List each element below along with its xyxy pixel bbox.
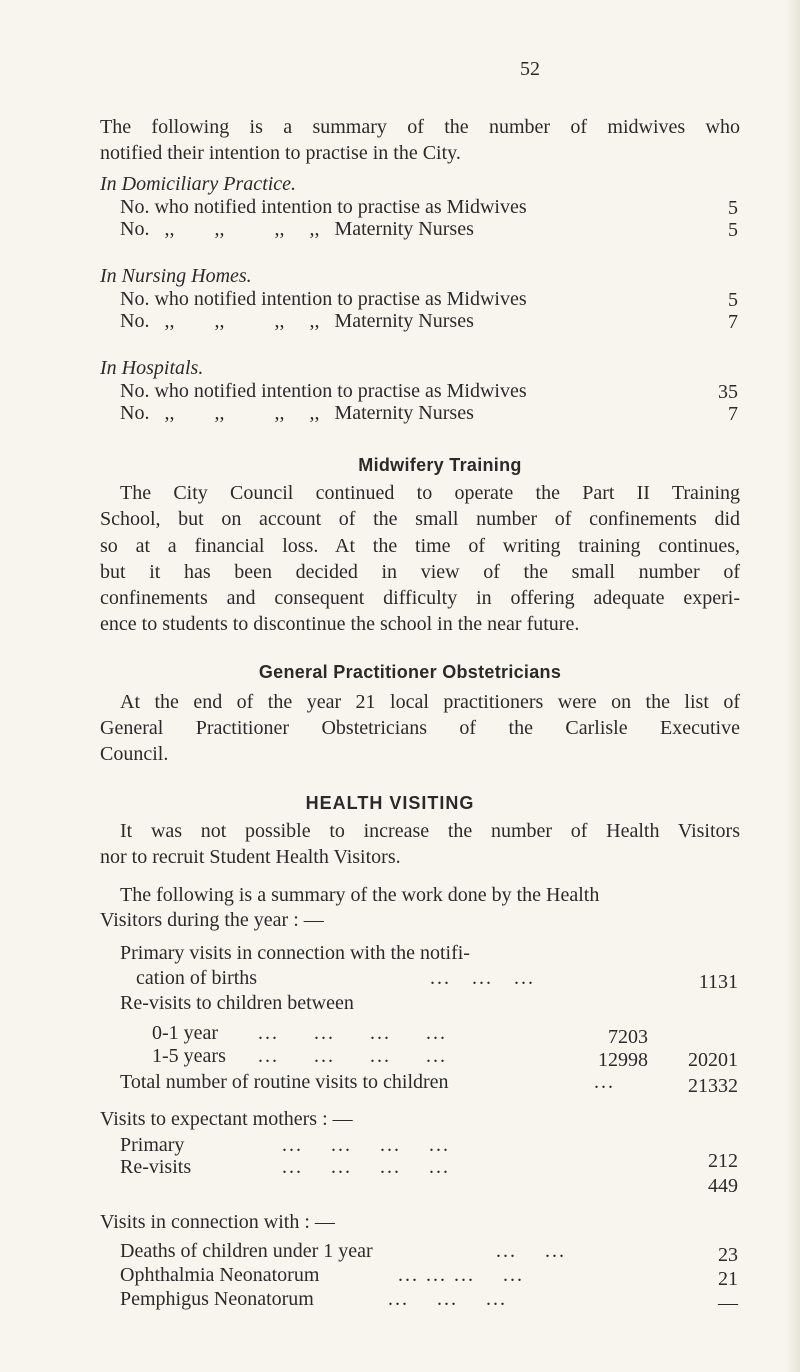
expectant-revisits-label: Re-visits — [120, 1156, 192, 1178]
pemphigus-value: — — [718, 1292, 738, 1314]
routine-visits-leader: ... — [594, 1071, 615, 1093]
primary-visits-label-1: Primary visits in connection with the notifi- — [120, 942, 470, 964]
primary-visits-leader: ... ... ... — [430, 967, 535, 989]
hospitals-midwives-label: No. who notified intention to practise as Midwives — [120, 380, 527, 402]
gp-line-1: At the end of the year 21 local practitioners were on the list of — [120, 691, 740, 713]
nursing-nurses-value: 7 — [728, 311, 738, 333]
ophthalmia-leader: ... ... ... ... — [398, 1264, 524, 1286]
revisits-total-value: 20201 — [688, 1049, 738, 1071]
domiciliary-midwives-label: No. who notified intention to practise as Midwives — [120, 196, 527, 218]
hv-para2-line-2: Visitors during the year : — — [100, 909, 324, 931]
expectant-revisits-leader: ... ... ... ... — [282, 1156, 450, 1178]
gp-line-2: General Practitioner Obstetricians of the Carlisle Executive — [100, 717, 740, 739]
intro-line-1: The following is a summary of the number of midwives who — [100, 116, 740, 138]
expectant-revisits-value: 449 — [708, 1175, 738, 1197]
hospitals-midwives-value: 35 — [718, 381, 738, 403]
midwifery-line-6: ence to students to discontinue the school in the near future. — [100, 613, 580, 635]
hospitals-nurses-value: 7 — [728, 403, 738, 425]
age-0-1-label: 0-1 year — [152, 1022, 219, 1044]
page-number: 52 — [520, 58, 540, 80]
pemphigus-label: Pemphigus Neonatorum — [120, 1288, 314, 1310]
midwifery-line-5: confinements and consequent difficulty in offering adequate experi- — [100, 587, 740, 609]
gp-heading: General Practitioner Obstetricians — [258, 662, 562, 682]
page-edge-shadow — [786, 0, 800, 1372]
routine-visits-label: Total number of routine visits to children — [120, 1071, 449, 1093]
age-0-1-value: 7203 — [608, 1026, 648, 1048]
section-title-domiciliary: In Domiciliary Practice. — [100, 173, 297, 195]
age-1-5-value: 12998 — [598, 1049, 648, 1071]
health-visiting-heading: HEALTH VISITING — [305, 793, 475, 813]
midwifery-line-3: so at a financial loss. At the time of writing training continues, — [100, 535, 740, 557]
midwifery-line-2: School, but on account of the small number of confinements did — [100, 508, 740, 530]
pemphigus-leader: ... ... ... — [388, 1288, 507, 1310]
nursing-midwives-label: No. who notified intention to practise as Midwives — [120, 288, 527, 310]
ophthalmia-label: Ophthalmia Neonatorum — [120, 1264, 320, 1286]
midwifery-line-1: The City Council continued to operate the Part II Training — [120, 482, 740, 504]
deaths-leader: ... ... — [496, 1240, 566, 1262]
ophthalmia-value: 21 — [718, 1268, 738, 1290]
nursing-nurses-label: No. ,, ,, ,, ,, Maternity Nurses — [120, 310, 474, 332]
expectant-primary-leader: ... ... ... ... — [282, 1134, 450, 1156]
age-1-5-label: 1-5 years — [152, 1045, 226, 1067]
expectant-primary-label: Primary — [120, 1134, 185, 1156]
hv-para1-line-1: It was not possible to increase the number of Health Visitors — [120, 820, 740, 842]
midwifery-heading: Midwifery Training — [358, 455, 522, 475]
domiciliary-midwives-value: 5 — [728, 197, 738, 219]
connection-label: Visits in connection with : — — [100, 1211, 335, 1233]
primary-visits-value: 1131 — [698, 971, 738, 993]
deaths-label: Deaths of children under 1 year — [120, 1240, 373, 1262]
midwifery-line-4: but it has been decided in view of the small number of — [100, 561, 740, 583]
routine-visits-value: 21332 — [688, 1075, 738, 1097]
domiciliary-nurses-label: No. ,, ,, ,, ,, Maternity Nurses — [120, 218, 474, 240]
age-1-5-leader: ... ... ... ... — [258, 1045, 447, 1067]
section-title-hospitals: In Hospitals. — [100, 357, 204, 379]
primary-visits-label-2: cation of births — [136, 967, 258, 989]
hv-para1-line-2: nor to recruit Student Health Visitors. — [100, 846, 401, 868]
domiciliary-nurses-value: 5 — [728, 219, 738, 241]
intro-line-2: notified their intention to practise in the City. — [100, 142, 461, 164]
age-0-1-leader: ... ... ... ... — [258, 1022, 447, 1044]
revisits-label: Re-visits to children between — [120, 992, 354, 1014]
hospitals-nurses-label: No. ,, ,, ,, ,, Maternity Nurses — [120, 402, 474, 424]
hv-para2-line-1: The following is a summary of the work done by the Health — [120, 884, 600, 906]
gp-line-3: Council. — [100, 743, 169, 765]
section-title-nursing-homes: In Nursing Homes. — [100, 265, 252, 287]
expectant-primary-value: 212 — [708, 1150, 738, 1172]
deaths-value: 23 — [718, 1244, 738, 1266]
expectant-label: Visits to expectant mothers : — — [100, 1108, 353, 1130]
nursing-midwives-value: 5 — [728, 289, 738, 311]
